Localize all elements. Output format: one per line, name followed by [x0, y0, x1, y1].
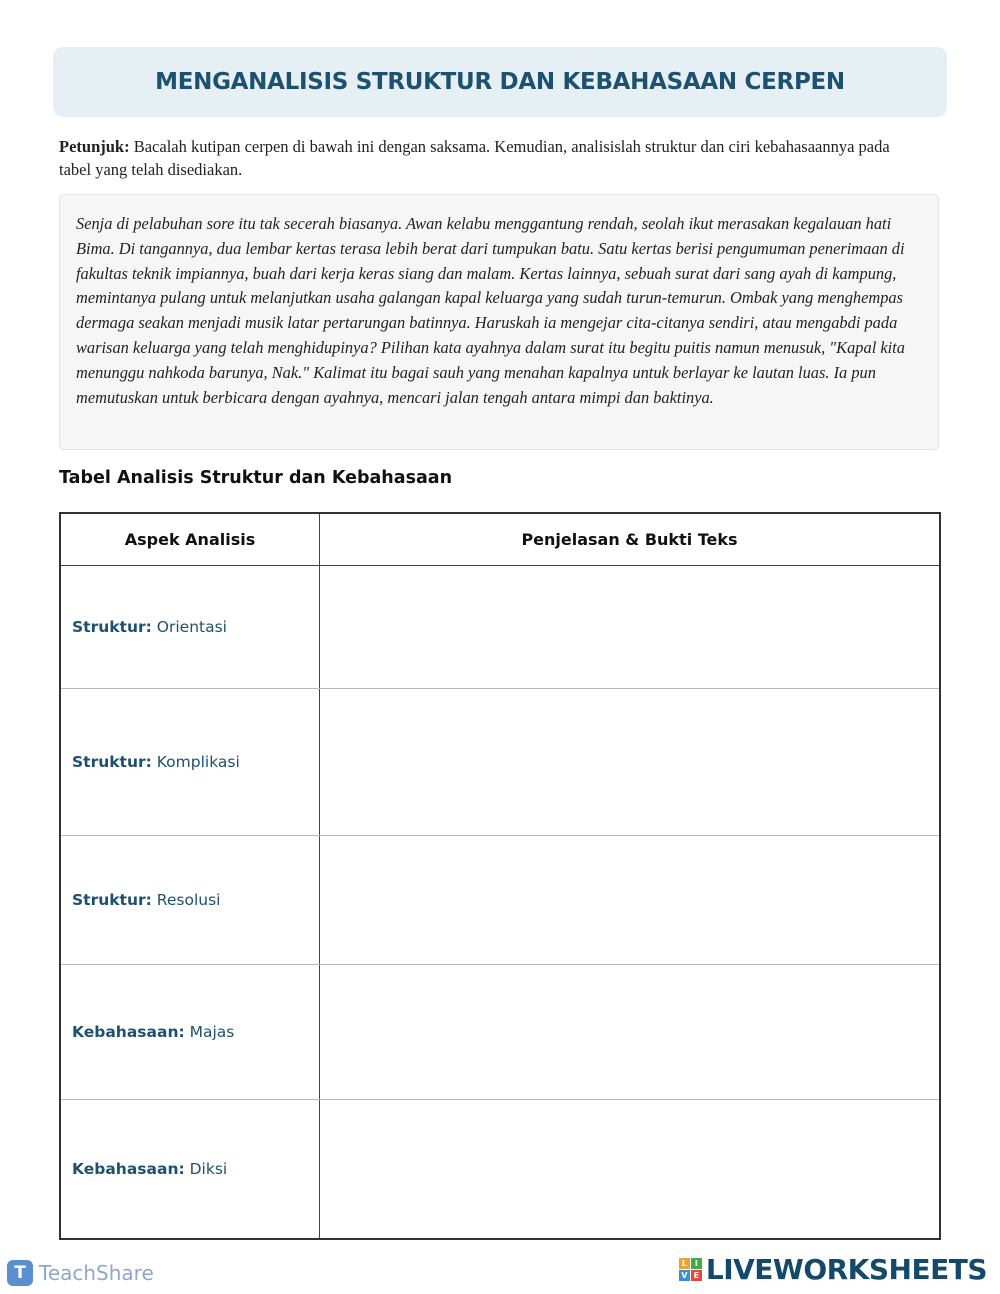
answer-cell-majas[interactable] — [320, 965, 941, 1100]
instructions-text: Bacalah kutipan cerpen di bawah ini dengan saksama. Kemudian, analisislah struktur dan ciri kebahasaannya pada tabel yang telah disediakan. — [59, 137, 890, 179]
table-row — [60, 689, 940, 836]
instructions-label: Petunjuk: — [59, 137, 130, 156]
page-title: MENGANALISIS STRUKTUR DAN KEBAHASAAN CERPEN — [155, 69, 845, 95]
badge-letter: E — [691, 1270, 702, 1281]
aspect-category: Kebahasaan: — [72, 1159, 185, 1178]
table-row — [60, 965, 940, 1100]
badge-letter: I — [691, 1258, 702, 1269]
answer-cell-orientasi[interactable] — [320, 566, 941, 689]
aspect-category: Kebahasaan: — [72, 1023, 185, 1041]
table-row — [60, 566, 940, 689]
table-row — [60, 1100, 940, 1239]
live-badge-icon — [679, 1258, 702, 1281]
column-header-explanation: Penjelasan & Bukti Teks — [320, 513, 941, 566]
table-header-row — [60, 513, 940, 566]
story-excerpt-box — [59, 194, 939, 450]
liveworksheets-brand: LIVEWORKSHEETS — [705, 1253, 987, 1286]
answer-cell-komplikasi[interactable] — [320, 689, 941, 836]
teachshare-brand: TeachShare — [39, 1261, 154, 1285]
table-heading: Tabel Analisis Struktur dan Kebahasaan — [59, 468, 453, 488]
badge-letter: L — [679, 1258, 690, 1269]
instructions — [59, 135, 909, 181]
aspect-label: Diksi — [184, 1159, 228, 1178]
story-excerpt-text: Senja di pelabuhan sore itu tak secerah biasanya. Awan kelabu menggantung rendah, seolah ikut merasakan kegalauan hati Bima. Di tangannya, dua lembar kertas terasa lebih berat dari tumpukan batu. Satu kertas berisi pengumuman penerimaan di fakultas teknik impiannya, buah dari kerja keras siang dan malam. Kertas lainnya, sebuah surat dari sang ayah di kampung, memintanya pulang untuk melanjutkan usaha galangan kapal keluarga yang sudah turun-temurun. Ombak yang menghempas dermaga seakan menjadi musik latar pertarungan batinnya. Haruskah ia mengejar cita-citanya sendiri, atau mengabdi pada warisan keluarga yang telah menghidupinya? Pilihan kata ayahnya dalam surat itu begitu puitis namun menusuk, "Kapal kita menunggu nahkoda barunya, Nak." Kalimat itu bagai sauh yang menahan kapalnya untuk berlayar ke lautan luas. Ia pun memutuskan untuk berbicara dengan ayahnya, mencari jalan tengah antara mimpi dan baktinya. — [76, 214, 905, 407]
aspect-label: Resolusi — [151, 891, 221, 909]
teachshare-icon: T — [7, 1260, 33, 1286]
aspect-category: Struktur: — [72, 891, 152, 909]
answer-cell-diksi[interactable] — [320, 1100, 941, 1239]
title-banner — [53, 47, 947, 117]
aspect-label: Majas — [184, 1023, 235, 1041]
analysis-table — [59, 512, 941, 1240]
answer-cell-resolusi[interactable] — [320, 836, 941, 965]
aspect-label: Komplikasi — [151, 753, 240, 771]
teachshare-logo — [7, 1260, 154, 1286]
aspect-category: Struktur: — [72, 618, 152, 636]
aspect-cell — [60, 836, 320, 965]
aspect-cell — [60, 965, 320, 1100]
aspect-category: Struktur: — [72, 753, 152, 771]
liveworksheets-logo — [679, 1253, 987, 1286]
aspect-cell — [60, 689, 320, 836]
aspect-cell — [60, 566, 320, 689]
table-row — [60, 836, 940, 965]
aspect-label: Orientasi — [151, 618, 227, 636]
aspect-cell — [60, 1100, 320, 1239]
badge-letter: V — [679, 1270, 690, 1281]
column-header-aspect: Aspek Analisis — [60, 513, 320, 566]
